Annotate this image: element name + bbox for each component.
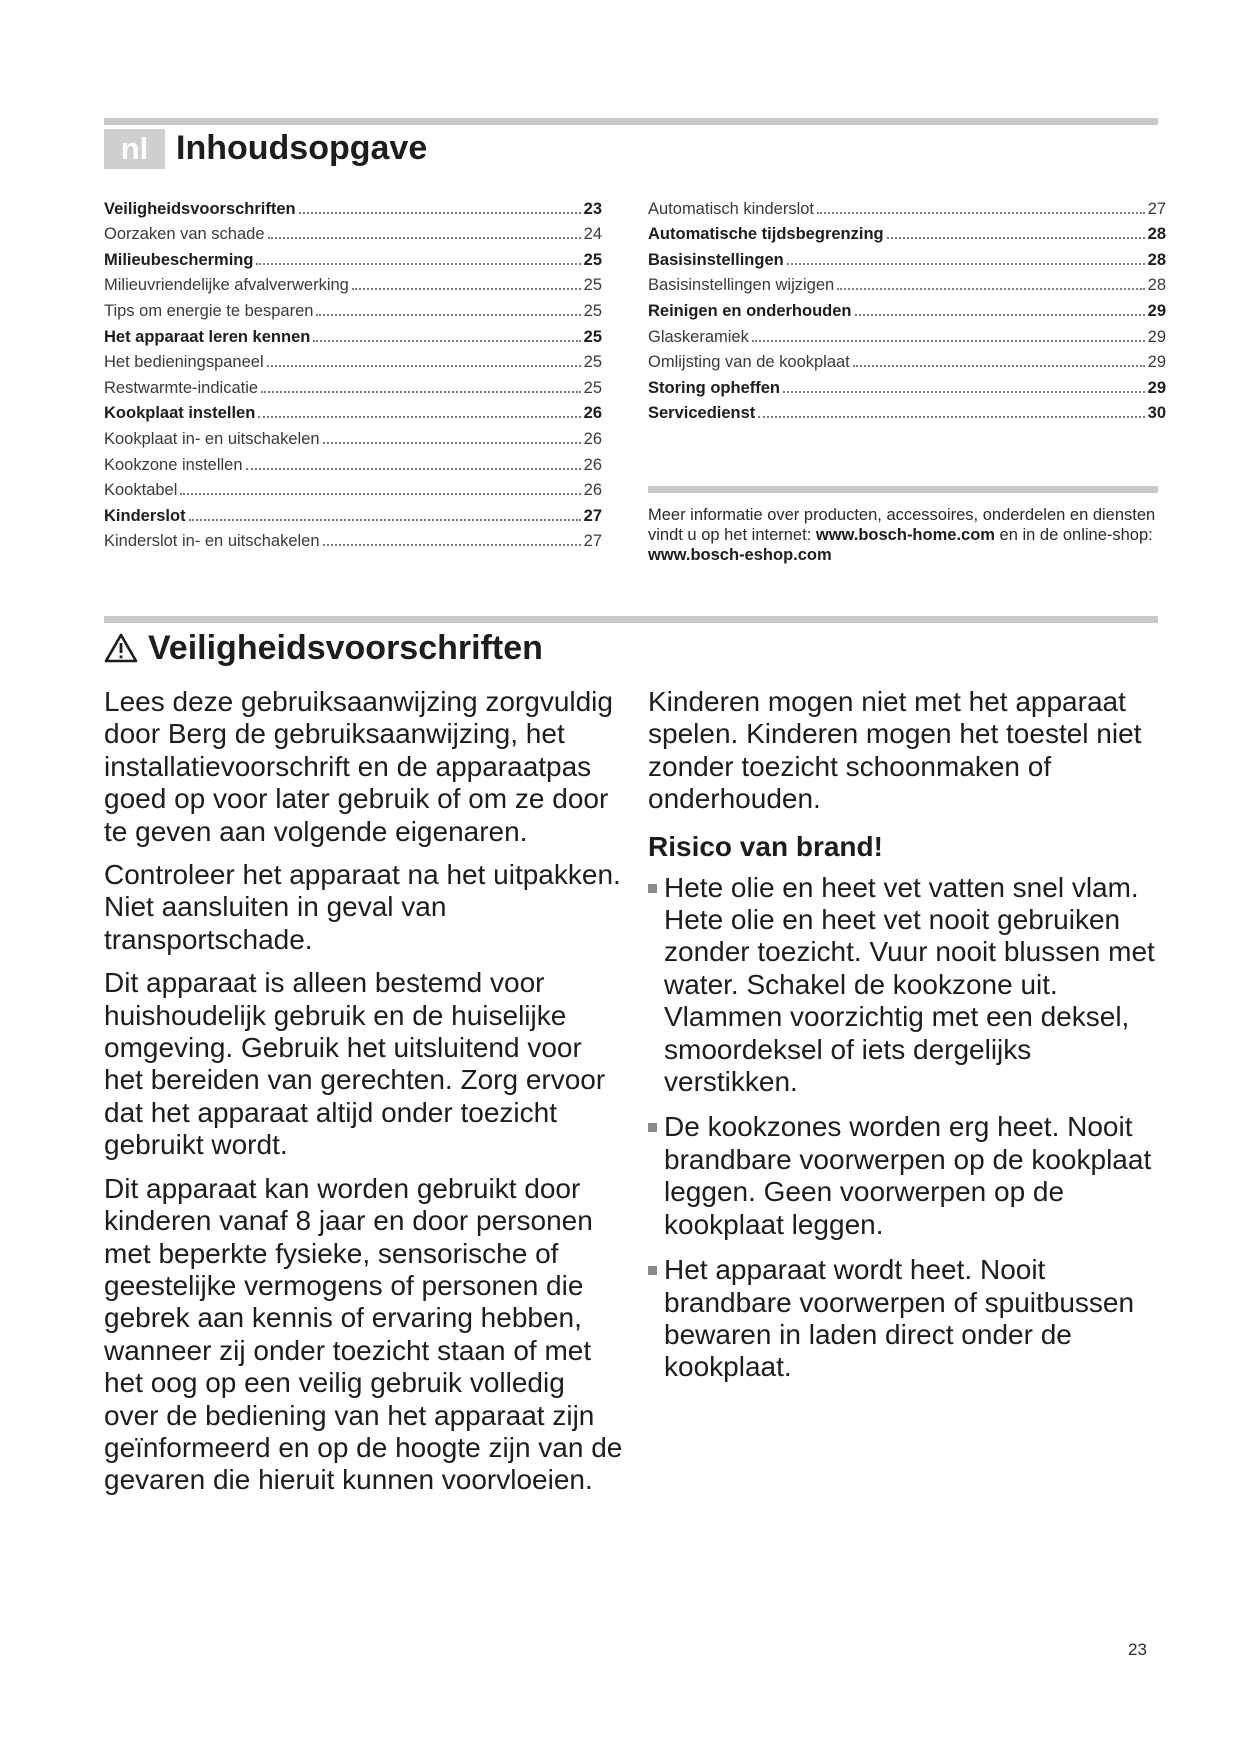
toc-entry[interactable] bbox=[104, 321, 602, 347]
toc-entry-label: Glaskeramiek bbox=[648, 327, 749, 346]
toc-leader-dots bbox=[758, 416, 1144, 418]
toc-entry-page: 25 bbox=[583, 353, 602, 372]
safety-left-column bbox=[104, 686, 624, 1508]
toc-entry-label: Milieubescherming bbox=[104, 250, 254, 269]
toc-leader-dots bbox=[853, 365, 1145, 367]
fire-risk-list bbox=[648, 872, 1168, 1384]
toc-entry-page: 29 bbox=[1147, 301, 1166, 320]
fire-risk-text: Het apparaat wordt heet. Nooit brandbare voorwerpen of spuitbussen bewaren in laden direct onder de kookplaat. bbox=[664, 1254, 1135, 1383]
toc-leader-dots bbox=[787, 263, 1145, 265]
info-divider bbox=[648, 486, 1158, 493]
toc-entry-label: Basisinstellingen bbox=[648, 250, 784, 269]
safety-heading-text: Veiligheidsvoorschriften bbox=[148, 629, 543, 667]
toc-entry-label: Kookplaat in- en uitschakelen bbox=[104, 429, 320, 448]
toc-entry[interactable] bbox=[648, 193, 1166, 219]
page-number: 23 bbox=[1128, 1640, 1147, 1659]
safety-right-column bbox=[648, 686, 1168, 1397]
toc-leader-dots bbox=[887, 237, 1145, 239]
bullet-square-icon bbox=[648, 1266, 657, 1275]
fire-risk-heading: Risico van brand! bbox=[648, 830, 883, 862]
toc-entry-page: 26 bbox=[583, 455, 602, 474]
toc-entry-page: 28 bbox=[1147, 276, 1166, 295]
children-paragraph: Kinderen mogen niet met het apparaat spelen. Kinderen mogen het toestel niet zonder toezicht schoonmaken of onderhouden. bbox=[648, 686, 1142, 815]
toc-entry[interactable] bbox=[104, 423, 602, 449]
toc-entry-page: 23 bbox=[583, 199, 602, 218]
toc-entry[interactable] bbox=[104, 475, 602, 501]
safety-paragraph: Controleer het apparaat na het uitpakken. Niet aansluiten in geval van transportschade. bbox=[104, 859, 621, 955]
toc-title: Inhoudsopgave bbox=[176, 129, 428, 167]
toc-entry-page: 26 bbox=[583, 429, 602, 448]
toc-entry[interactable] bbox=[104, 398, 602, 424]
website-link[interactable]: www.bosch-home.com bbox=[815, 526, 995, 544]
toc-entry[interactable] bbox=[648, 295, 1166, 321]
toc-entry[interactable] bbox=[104, 219, 602, 245]
toc-entry-page: 26 bbox=[583, 481, 602, 500]
toc-entry-page: 27 bbox=[583, 506, 602, 525]
shop-link[interactable]: www.bosch-eshop.com bbox=[648, 546, 832, 564]
toc-entry-label: Kinderslot bbox=[104, 506, 186, 525]
language-badge: nl bbox=[104, 129, 165, 169]
toc-entry-label: Tips om energie te besparen bbox=[104, 301, 314, 320]
toc-leader-dots bbox=[855, 314, 1145, 316]
toc-entry[interactable] bbox=[648, 219, 1166, 245]
toc-leader-dots bbox=[246, 468, 581, 470]
toc-entry-label: Servicedienst bbox=[648, 404, 756, 423]
toc-leader-dots bbox=[817, 212, 1145, 214]
toc-entry-label: Automatische tijdsbegrenzing bbox=[648, 225, 884, 244]
toc-entry-page: 25 bbox=[583, 276, 602, 295]
toc-entry-label: Het apparaat leren kennen bbox=[104, 327, 311, 346]
toc-leader-dots bbox=[258, 416, 580, 418]
toc-leader-dots bbox=[267, 365, 581, 367]
toc-leader-dots bbox=[752, 340, 1145, 342]
fire-risk-item bbox=[648, 872, 1168, 1099]
toc-leader-dots bbox=[323, 442, 581, 444]
info-box bbox=[648, 505, 1168, 565]
toc-entry[interactable] bbox=[104, 500, 602, 526]
toc-entry[interactable] bbox=[104, 526, 602, 552]
fire-risk-item bbox=[648, 1254, 1168, 1384]
info-text-middle: en in de online-shop: bbox=[994, 526, 1153, 544]
toc-entry[interactable] bbox=[104, 372, 602, 398]
safety-heading bbox=[104, 625, 543, 671]
safety-paragraph: Lees deze gebruiksaanwijzing zorgvuldig door Berg de gebruiksaanwijzing, het installatievoorschrift en de apparaatpas goed op voor later gebruik of om ze door te geven aan volgende eigenaren. bbox=[104, 686, 613, 847]
toc-entry[interactable] bbox=[648, 398, 1166, 424]
toc-entry-label: Automatisch kinderslot bbox=[648, 199, 814, 218]
toc-leader-dots bbox=[299, 212, 581, 214]
toc-entry-page: 24 bbox=[583, 225, 602, 244]
fire-risk-item bbox=[648, 1111, 1168, 1241]
toc-entry-page: 30 bbox=[1147, 404, 1166, 423]
warning-icon bbox=[104, 633, 138, 663]
toc-entry[interactable] bbox=[648, 244, 1166, 270]
toc-entry-page: 26 bbox=[583, 404, 602, 423]
toc-leader-dots bbox=[783, 391, 1145, 393]
toc-leader-dots bbox=[180, 493, 580, 495]
toc-entry-label: Basisinstellingen wijzigen bbox=[648, 276, 835, 295]
toc-entry[interactable] bbox=[104, 449, 602, 475]
toc-entry-label: Veiligheidsvoorschriften bbox=[104, 199, 296, 218]
toc-leader-dots bbox=[261, 391, 581, 393]
safety-paragraph: Dit apparaat is alleen bestemd voor huishoudelijk gebruik en de huiselijke omgeving. Gebruik het uitsluitend voor het bereiden van gerechten. Zorg ervoor dat het apparaat altijd onder toezicht gebruikt wordt. bbox=[104, 967, 606, 1161]
toc-entry-page: 29 bbox=[1147, 378, 1166, 397]
toc-right-column bbox=[648, 193, 1166, 423]
toc-entry-page: 29 bbox=[1147, 327, 1166, 346]
toc-leader-dots bbox=[313, 340, 580, 342]
toc-leader-dots bbox=[837, 288, 1144, 290]
toc-entry[interactable] bbox=[104, 270, 602, 296]
toc-entry-label: Kookzone instellen bbox=[104, 455, 243, 474]
toc-entry-label: Het bedieningspaneel bbox=[104, 353, 264, 372]
toc-leader-dots bbox=[316, 314, 580, 316]
toc-entry-label: Reinigen en onderhouden bbox=[648, 301, 852, 320]
toc-entry[interactable] bbox=[648, 372, 1166, 398]
toc-leader-dots bbox=[268, 237, 581, 239]
toc-entry[interactable] bbox=[648, 270, 1166, 296]
toc-entry[interactable] bbox=[104, 193, 602, 219]
toc-leader-dots bbox=[189, 519, 581, 521]
toc-entry-page: 25 bbox=[583, 378, 602, 397]
toc-entry-page: 28 bbox=[1147, 225, 1166, 244]
top-divider bbox=[104, 118, 1158, 125]
toc-entry-label: Kookplaat instellen bbox=[104, 404, 256, 423]
toc-left-column bbox=[104, 193, 602, 551]
toc-leader-dots bbox=[256, 263, 580, 265]
toc-entry-page: 29 bbox=[1147, 353, 1166, 372]
section-divider bbox=[104, 616, 1158, 623]
info-text-before: Meer informatie over producten, accessoires, onderdelen en diensten vindt u op het internet: bbox=[648, 506, 1156, 544]
safety-paragraph: Dit apparaat kan worden gebruikt door kinderen vanaf 8 jaar en door personen met beperkte fysieke, sensorische of geestelijke vermogens of personen die gebrek aan kennis of ervaring hebben, wanneer zij onder toezicht staan of met het oog op een veilig gebruik volledig over de bediening van het apparaat zijn geïnformeerd en op de hoogte zijn van de gevaren die hieruit kunnen voorvloeien. bbox=[104, 1172, 623, 1496]
bullet-square-icon bbox=[648, 1123, 657, 1132]
toc-entry-page: 25 bbox=[583, 250, 602, 269]
toc-entry-label: Oorzaken van schade bbox=[104, 225, 265, 244]
toc-entry[interactable] bbox=[104, 244, 602, 270]
toc-entry[interactable] bbox=[104, 347, 602, 373]
fire-risk-text: Hete olie en heet vet vatten snel vlam. Hete olie en heet vet nooit gebruiken zonder toezicht. Vuur nooit blussen met water. Schakel de kookzone uit. Vlammen voorzichtig met een deksel, smoordeksel of iets dergelijks verstikken. bbox=[664, 871, 1155, 1098]
toc-entry-label: Milieuvriendelijke afvalverwerking bbox=[104, 276, 349, 295]
toc-entry-page: 25 bbox=[583, 301, 602, 320]
toc-entry-label: Kinderslot in- en uitschakelen bbox=[104, 532, 320, 551]
toc-entry-page: 28 bbox=[1147, 250, 1166, 269]
toc-entry-label: Kooktabel bbox=[104, 481, 178, 500]
toc-entry-label: Storing opheffen bbox=[648, 378, 780, 397]
toc-entry-page: 25 bbox=[583, 327, 602, 346]
toc-entry[interactable] bbox=[104, 295, 602, 321]
toc-entry-page: 27 bbox=[1147, 199, 1166, 218]
toc-entry[interactable] bbox=[648, 347, 1166, 373]
toc-entry-label: Restwarmte-indicatie bbox=[104, 378, 259, 397]
toc-entry-page: 27 bbox=[583, 532, 602, 551]
toc-entry-label: Omlijsting van de kookplaat bbox=[648, 353, 850, 372]
fire-risk-text: De kookzones worden erg heet. Nooit brandbare voorwerpen op de kookplaat leggen. Geen voorwerpen op de kookplaat leggen. bbox=[664, 1111, 1152, 1240]
toc-leader-dots bbox=[352, 288, 581, 290]
bullet-square-icon bbox=[648, 884, 657, 893]
toc-entry[interactable] bbox=[648, 321, 1166, 347]
toc-leader-dots bbox=[323, 544, 581, 546]
